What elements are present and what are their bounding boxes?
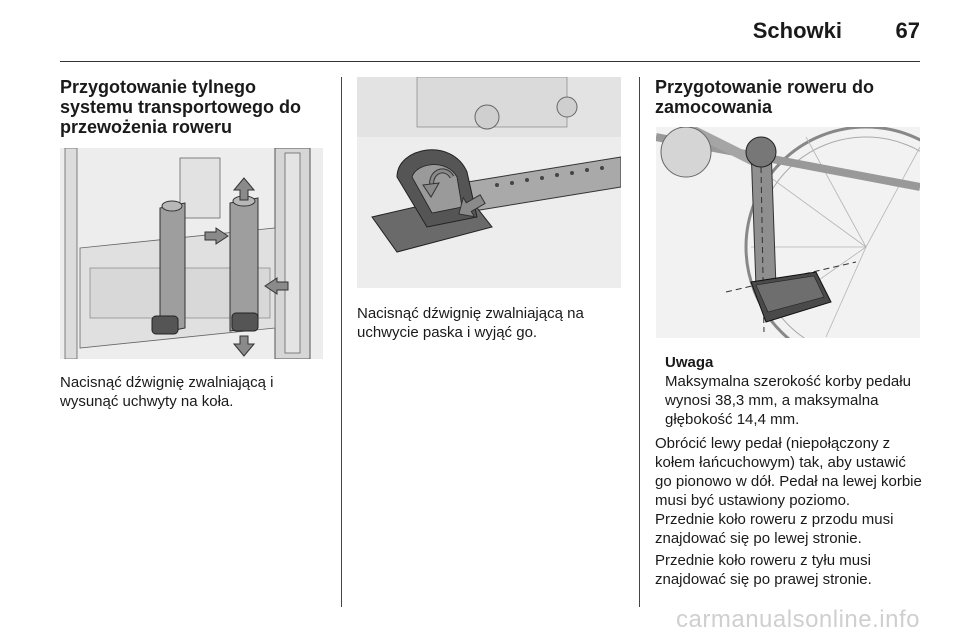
figure-caption: Nacisnąć dźwignię zwalniającą na uchwycie paska i wyjąć go.	[357, 305, 584, 341]
column-1	[60, 77, 325, 137]
column-3	[655, 77, 921, 117]
page-number: 67	[895, 18, 920, 43]
section-heading: Przygotowanie tylnego systemu transportowego do przewożenia roweru	[60, 77, 302, 137]
column-divider	[639, 77, 640, 607]
header-divider	[60, 61, 920, 62]
strap-holder-illustration	[357, 77, 621, 288]
note-title: Uwaga	[665, 354, 714, 371]
section-title: Schowki	[752, 18, 842, 43]
section-heading: Przygotowanie roweru do zamocowania	[655, 77, 875, 117]
wheel-holder-illustration	[60, 148, 323, 359]
paragraph: Przednie koło roweru z przodu musi znajdować się po lewej stronie.	[655, 511, 894, 547]
column-divider	[341, 77, 342, 607]
figure-caption: Nacisnąć dźwignię zwalniającą i wysunąć uchwyty na koła.	[60, 374, 274, 410]
note-box	[665, 353, 915, 429]
paragraph: Przednie koło roweru z tyłu musi znajdować się po prawej stronie.	[655, 552, 872, 588]
pedal-position-illustration	[656, 127, 920, 338]
paragraph: Obrócić lewy pedał (niepołączony z kołem łańcuchowym) tak, aby ustawić go pionowo w dół. Pedał na lewej korbie musi być ustawiony poziomo.	[655, 435, 922, 509]
watermark: carmanualsonline.info	[676, 606, 920, 633]
note-text: Maksymalna szerokość korby pedału wynosi 38,3 mm, a maksymalna głębokość 14,4 mm.	[665, 373, 911, 428]
